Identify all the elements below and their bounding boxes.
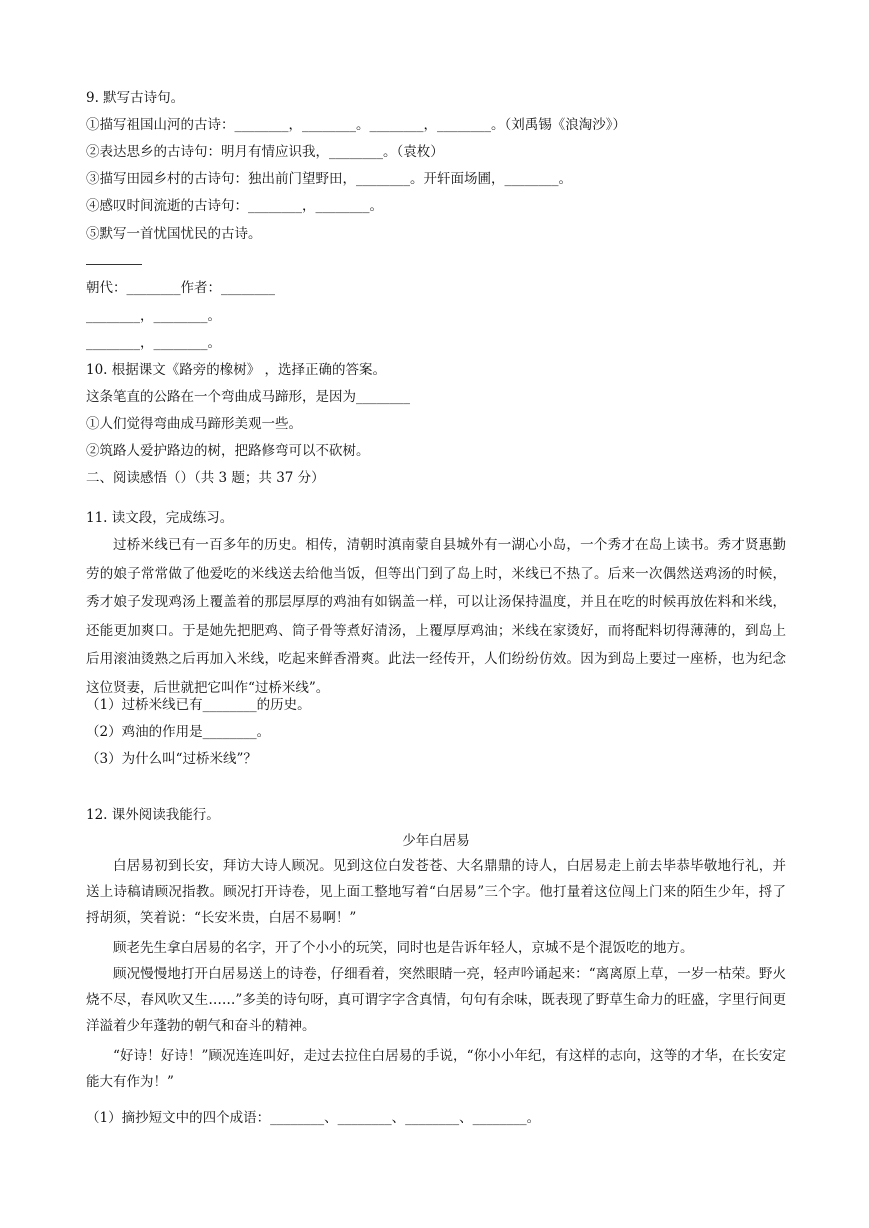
blank-underline [86,264,142,265]
q9-verse-1: ________，________。 [86,308,221,324]
story-paragraph-4: “好诗！好诗！”顾况连连叫好，走过去拉住白居易的手说，“你小小年纪，有这样的志向，这等的才华，在长安定能大有作为！” [86,1048,786,1090]
q9-dynasty-author: 朝代：________作者：________ [86,280,275,296]
story-paragraph-2: 顾老先生拿白居易的名字，开了个小小的玩笑，同时也是告诉年轻人，京城不是个混饭吃的地方。 [113,940,694,956]
q11-title: 11. 读文段，完成练习。 [86,510,234,526]
q9-item-4: ④感叹时间流逝的古诗句：________，________。 [86,198,383,214]
q10-option-1: ①人们觉得弯曲成马蹄形美观一些。 [86,416,302,432]
q10-title: 10. 根据课文《路旁的橡树》 ，选择正确的答案。 [86,362,387,378]
q9-item-3: ③描写田园乡村的古诗句：独出前门望野田，________。开轩面场圃，________。 [86,171,572,187]
q9-title: 9. 默写古诗句。 [86,90,185,106]
story-paragraph-1: 白居易初到长安，拜访大诗人顾况。见到这位白发苍苍、大名鼎鼎的诗人，白居易走上前去毕恭毕敬地行礼，并送上诗稿请顾况指教。顾况打开诗卷，见上面工整地写着“白居易”三个字。他打量着这位闯上门来的陌生少年，捋了捋胡须，笑着说：“长安米贵，白居不易啊！” [86,858,786,926]
story-paragraph-3: 顾况慢慢地打开白居易送上的诗卷，仔细看着，突然眼睛一亮，轻声吟诵起来：“离离原上草，一岁一枯荣。野火烧不尽，春风吹又生……”多美的诗句呀，真可谓字字含真情，句句有余味，既表现了野草生命力的旺盛，字里行间更洋溢着少年蓬勃的朝气和奋斗的精神。 [86,966,786,1034]
q12-sub-1: （1）摘抄短文中的四个成语：________、________、________、________。 [86,1110,541,1126]
section-heading: 二、阅读感悟（）（共 3 题；共 37 分） [86,470,325,486]
q9-item-2: ②表达思乡的古诗句：明月有情应识我，________。（袁枚） [86,144,444,160]
q9-verse-2: ________，________。 [86,335,221,351]
q9-item-1: ①描写祖国山河的古诗：________，________。________，________。（刘禹锡《浪淘沙》） [86,117,626,133]
q11-passage: 过桥米线已有一百多年的历史。相传，清朝时滇南蒙自县城外有一湖心小岛，一个秀才在岛上读书。秀才贤惠勤劳的娘子常常做了他爱吃的米线送去给他当饭，但等出门到了岛上时，米线已不热了。后来一次偶然送鸡汤的时候，秀才娘子发现鸡汤上覆盖着的那层厚厚的鸡油有如锅盖一样，可以让汤保持温度，并且在吃的时候再放佐料和米线，还能更加爽口。于是她先把肥鸡、筒子骨等煮好清汤，上覆厚厚鸡油；米线在家烫好，而将配料切得薄薄的，到岛上后用滚油烫熟之后再加入米线，吃起来鲜香滑爽。此法一经传开，人们纷纷仿效。因为到岛上要过一座桥，也为纪念这位贤妻，后世就把它叫作“过桥米线”。 [86,537,786,696]
q12-title: 12. 课外阅读我能行。 [86,807,220,823]
q11-sub-3: （3）为什么叫“过桥米线”？ [86,751,257,767]
q9-item-5: ⑤默写一首忧国忧民的古诗。 [86,226,262,242]
q11-sub-2: （2）鸡油的作用是________。 [86,724,271,740]
q11-sub-1: （1）过桥米线已有________的历史。 [86,697,311,713]
q10-option-2: ②筑路人爱护路边的树，把路修弯可以不砍树。 [86,443,370,459]
q10-stem: 这条笔直的公路在一个弯曲成马蹄形，是因为________ [86,389,410,405]
story-title: 少年白居易 [402,833,470,849]
